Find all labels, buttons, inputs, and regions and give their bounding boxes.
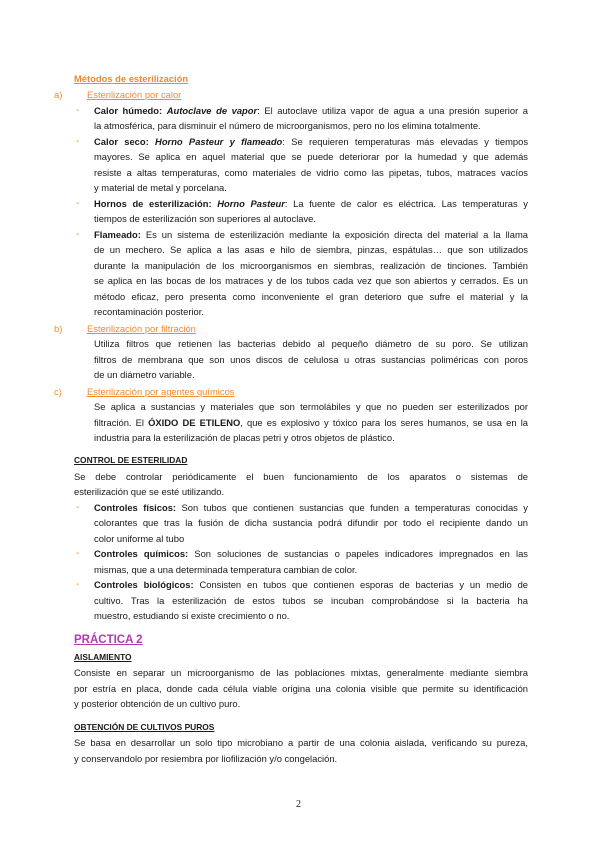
text-line: de un mechero. Se aplica a las asas e hilo de siembra, pinzas, espátulas… que son utilizados — [94, 244, 528, 255]
bullet-dash: - — [76, 548, 80, 559]
oxido-de-etileno: ÓXIDO DE ETILENO — [148, 417, 241, 428]
text-line: mayores. Se aplica en aquel material que se puede deteriorar por la humedad y que además — [94, 151, 528, 162]
item-controles-fisicos: Controles físicos: Son tubos que contienen sustancias que funden a temperaturas conocidas y — [94, 502, 528, 513]
aislamiento-heading: AISLAMIENTO — [74, 652, 132, 662]
text-line: de un diámetro variable. — [94, 369, 195, 380]
text-line: colorantes que tras la fusión de dicha sustancia podrá difundir por todo el recipiente dando un — [94, 517, 528, 528]
text-line: durante la manipulación de los microorganismos en siembras, realización de tinciones. También — [94, 260, 528, 271]
text-line: Se basa en desarrollar un solo tipo microbiano a partir de una colonia aislada, verificando su pureza, — [74, 737, 528, 748]
text-line: muestro, estudiando si existe crecimiento o no. — [94, 610, 290, 621]
text-line: industria para la esterilización de placas petri y otros objetos de plástico. — [94, 432, 395, 443]
text-line: resiste a altas temperaturas, como materiales de vidrio como las pipetas, tubos, matraces vacíos — [94, 167, 528, 178]
bullet-dash: - — [76, 502, 80, 513]
text-line: filtración. El ÓXIDO DE ETILENO, que es explosivo y tóxico para los seres humanos, se usa en la — [94, 417, 529, 428]
text-line: filtros de membrana que son unos discos de celulosa u otras sustancias poliméricas con poros — [94, 354, 528, 365]
section-b-marker: b) — [54, 323, 63, 334]
item-hornos: Hornos de esterilización: Horno Pasteur: La fuente de calor es eléctrica. Las temperaturas y — [94, 198, 528, 209]
text-line: se aplica en las bocas de los matraces y de los tubos cada vez que son abiertos y cerrados. Es un — [94, 275, 528, 286]
item-controles-biologicos: Controles biológicos: Consisten en tubos que contienen esporas de bacterias y un medio de — [94, 579, 528, 590]
practica-title: PRÁCTICA 2 — [74, 634, 143, 646]
text-line: Consiste en separar un microorganismo de las poblaciones mixtas, generalmente mediante siembra — [74, 667, 528, 678]
section-c-heading: Esterilización por agentes químicos — [87, 386, 235, 397]
item-calor-humedo: Calor húmedo: Autoclave de vapor: El autoclave utiliza vapor de agua a una presión superior a — [94, 105, 528, 116]
text-line: color uniforme al tubo — [94, 533, 185, 544]
bullet-dash: - — [76, 136, 80, 147]
text-line: tiempos de esterilización son superiores al autoclave. — [94, 213, 316, 224]
section-a-marker: a) — [54, 89, 63, 100]
text-line: y material de metal y porcelana. — [94, 182, 227, 193]
text-line: y posterior obtención de un cultivo puro. — [74, 698, 241, 709]
page-number: 2 — [296, 799, 301, 810]
item-controles-quimicos: Controles químicos: Son soluciones de sustancias o papeles indicadores impregnados en las — [94, 548, 528, 559]
term-name: Autoclave de vapor — [166, 105, 258, 116]
text-line: la atmosférica, para disminuir el número de microorganismos, pero no los elimina totalmente. — [94, 120, 481, 131]
section-c-marker: c) — [54, 386, 62, 397]
text-line: método eficaz, pero presenta como inconveniente el gran deterioro que sufre el material y la — [94, 291, 528, 302]
text-line: Utiliza filtros que retienen las bacterias debido al pequeño diámetro de su poro. Se utilizan — [94, 338, 528, 349]
text-line: mismas, que a una determinada temperatura cambian de color. — [94, 564, 358, 575]
page-title: Métodos de esterilización — [74, 73, 189, 84]
text-line: Se debe controlar periódicamente el buen funcionamiento de los aparatos o sistemas de — [74, 471, 528, 482]
item-flameado: Flameado: Es un sistema de esterilización mediante la exposición directa del material a la llama — [94, 229, 528, 240]
section-b-heading: Esterilización por filtración — [87, 323, 196, 334]
text-line: por estría en placa, donde cada célula viable origina una colonia visible que permite su identificación — [74, 683, 528, 694]
text-line: y conservandolo por resiembra por liofilización y/o congelación. — [74, 753, 338, 764]
text-line: cultivo. Tras la esterilización de estos tubos se incuban comprobándose si la bacteria ha — [94, 595, 528, 606]
item-calor-seco: Calor seco: Horno Pasteur y flameado: Se requieren temperaturas más elevadas y tiempos — [94, 136, 529, 147]
bullet-dash: - — [76, 198, 80, 209]
text-line: Se aplica a sustancias y materiales que son termolábiles y que no pueden ser esterilizados por — [94, 401, 528, 412]
bullet-dash: - — [76, 579, 80, 590]
text-line: recontaminación posterior. — [94, 306, 204, 317]
bullet-dash: - — [76, 105, 80, 116]
control-heading: CONTROL DE ESTERILIDAD — [74, 455, 188, 465]
section-a-heading: Esterilización por calor — [87, 89, 182, 100]
obtencion-heading: OBTENCIÓN DE CULTIVOS PUROS — [74, 722, 215, 732]
term: Calor húmedo: — [94, 105, 163, 116]
bullet-dash: - — [76, 229, 80, 240]
text-line: esterilización que se esté utilizando. — [74, 486, 225, 497]
